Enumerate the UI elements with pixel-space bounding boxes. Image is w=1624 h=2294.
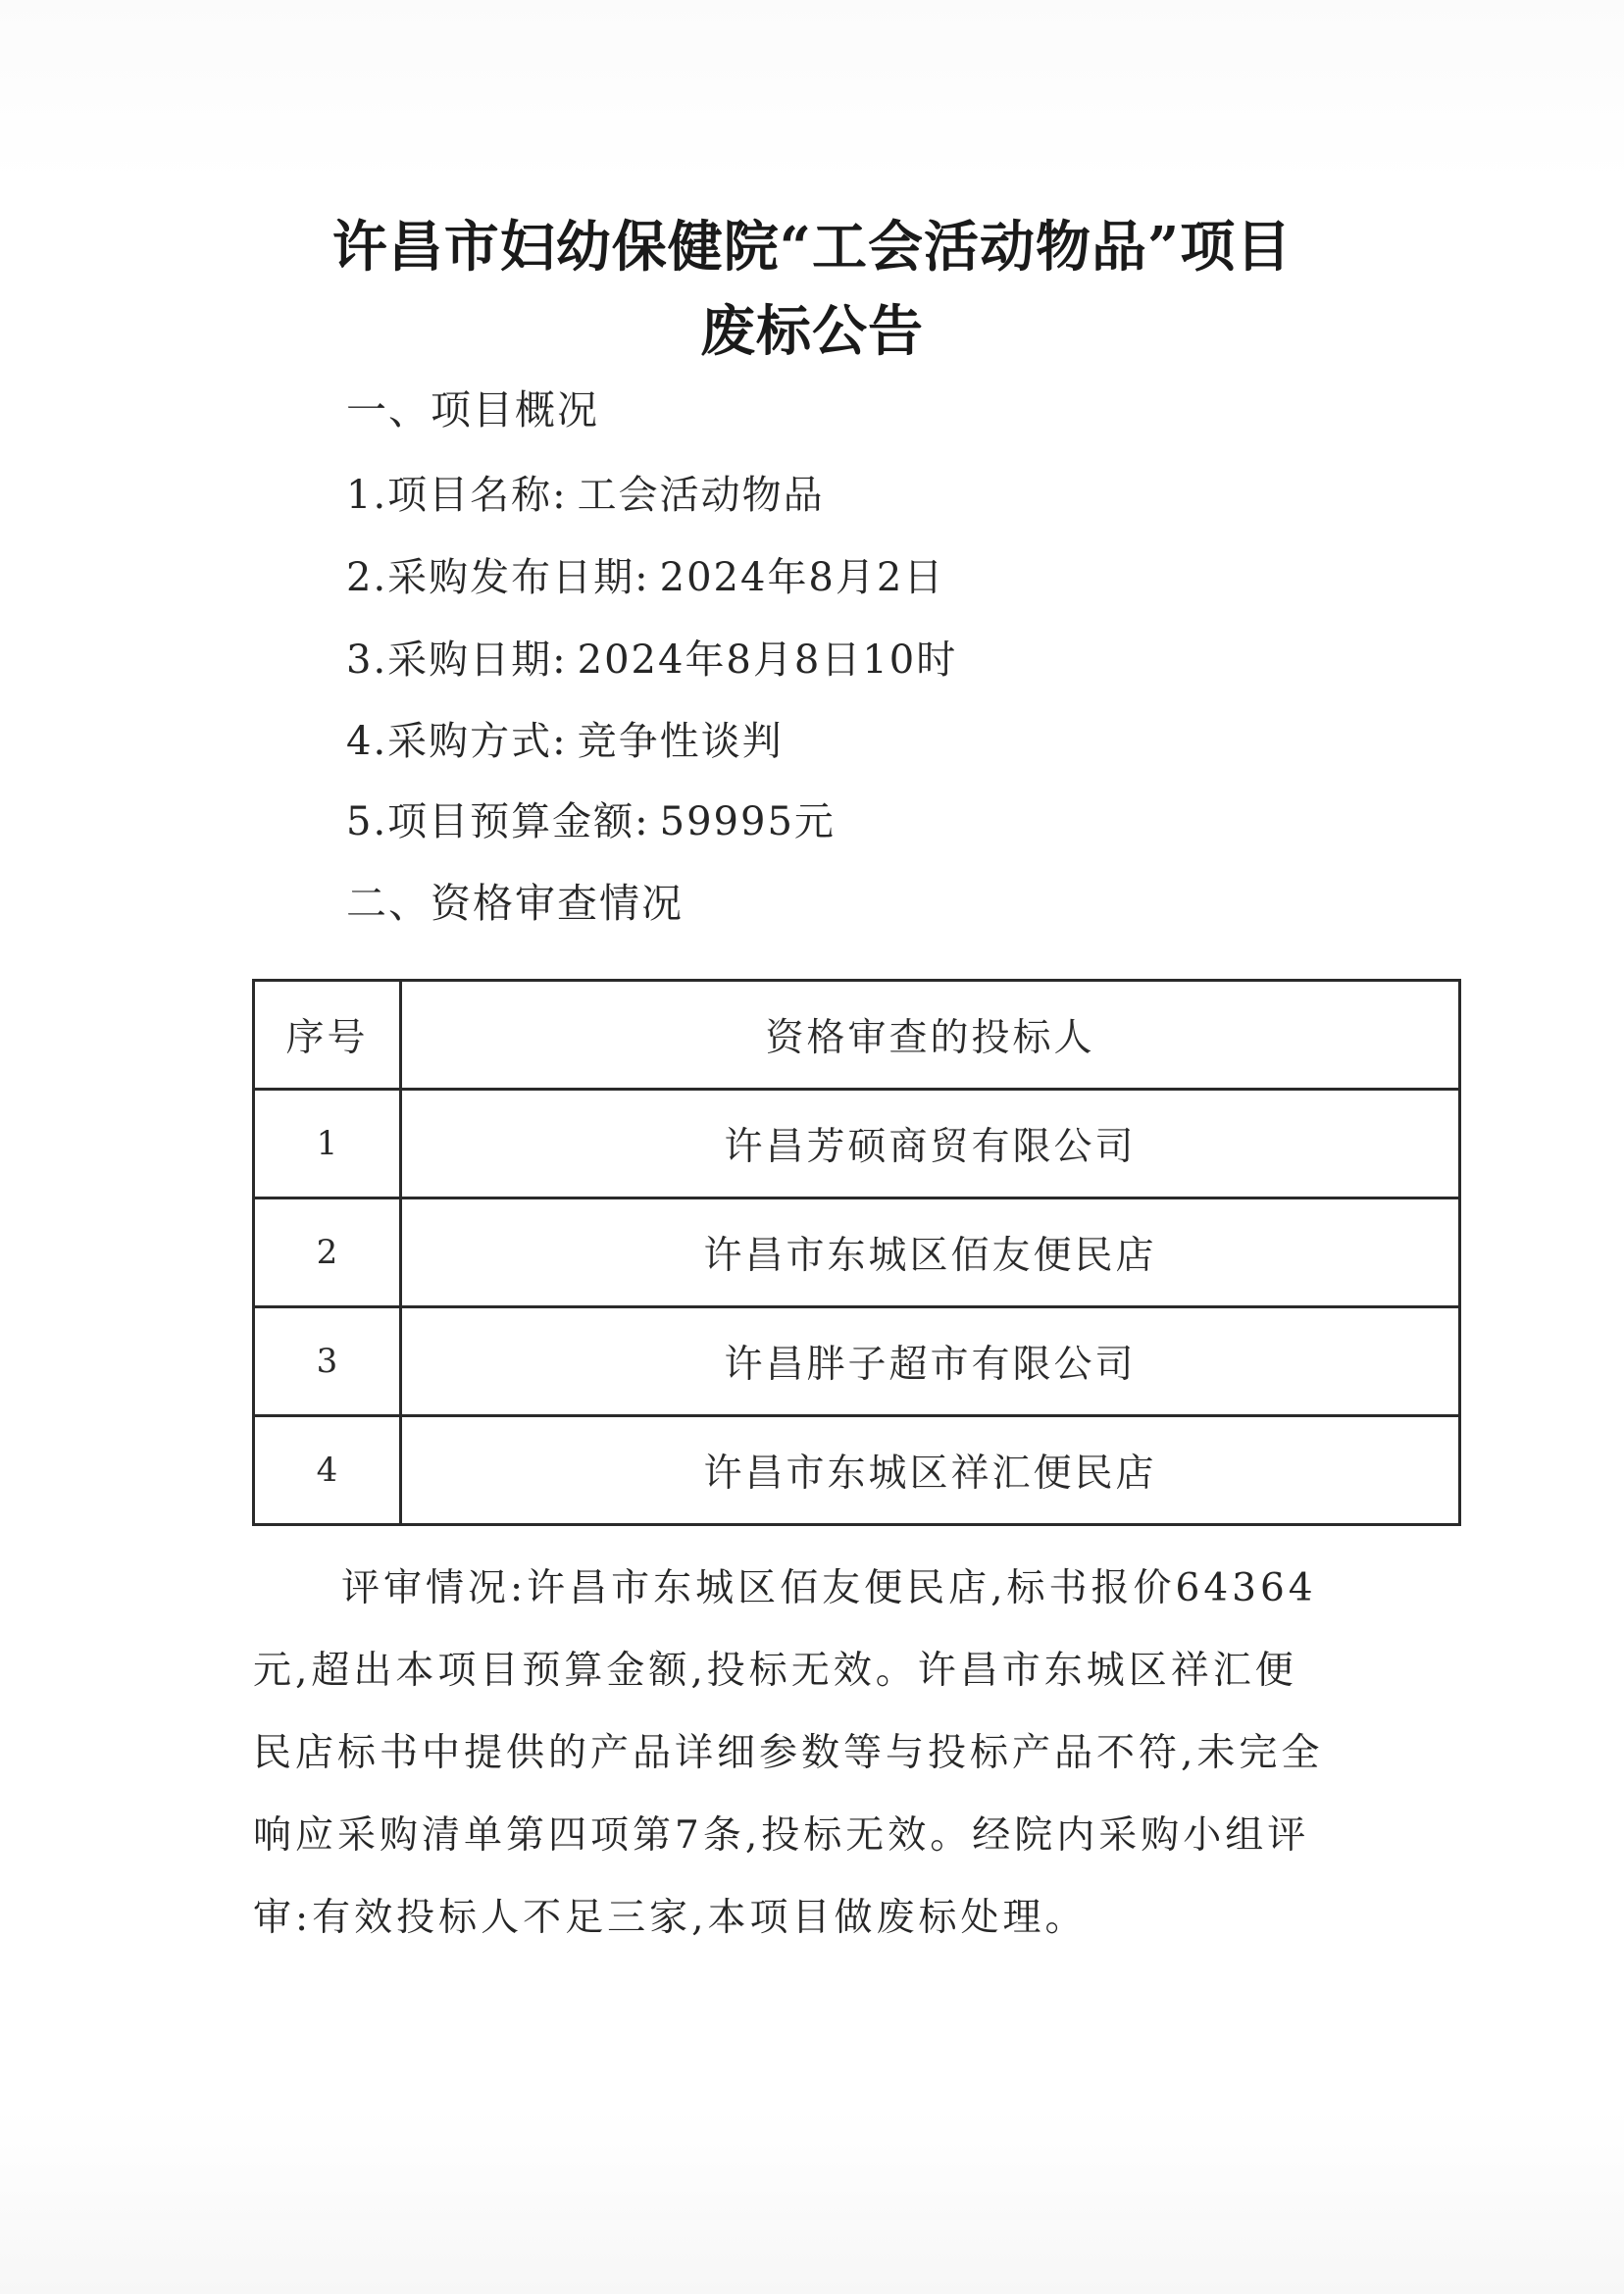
table-row: [254, 1198, 1460, 1307]
item-value: 竞争性谈判: [577, 719, 784, 764]
item-purchase-date: [346, 629, 957, 685]
table-cell-serial: 1: [254, 1090, 401, 1198]
item-purchase-method: [346, 710, 784, 766]
bidders-table: [252, 979, 1461, 1526]
table-header-serial: 序号: [254, 981, 401, 1090]
review-line: 响应采购清单第四项第7条,投标无效。经院内采购小组评: [253, 1813, 1310, 1858]
review-line: 元,超出本项目预算金额,投标无效。许昌市东城区祥汇便: [253, 1649, 1297, 1693]
table-row: [254, 1090, 1460, 1198]
item-budget-amount: [346, 790, 836, 846]
table-header-row: [254, 981, 1460, 1090]
item-label: 1.项目名称:: [346, 473, 568, 518]
section-heading-project-overview: 一、项目概况: [346, 386, 599, 433]
item-label: 5.项目预算金额:: [346, 799, 650, 844]
document-title-line-1: 许昌市妇幼保健院“工会活动物品”项目: [331, 215, 1293, 280]
table-row: [254, 1416, 1460, 1525]
table-row: [254, 1307, 1460, 1416]
item-label: 4.采购方式:: [346, 719, 568, 764]
item-value: 工会活动物品: [577, 473, 825, 518]
table-cell-serial: 4: [254, 1416, 401, 1525]
review-paragraph: [253, 1548, 1391, 1960]
table-header-bidder: 资格审查的投标人: [401, 981, 1460, 1090]
review-line: 审:有效投标人不足三家,本项目做废标处理。: [253, 1896, 1088, 1940]
table-cell-bidder: 许昌市东城区佰友便民店: [401, 1198, 1460, 1307]
item-value: 59995元: [659, 799, 836, 844]
item-project-name: [346, 464, 825, 520]
review-line: 评审情况:许昌市东城区佰友便民店,标书报价64364: [341, 1566, 1317, 1610]
review-line: 民店标书中提供的产品详细参数等与投标产品不符,未完全: [253, 1731, 1324, 1775]
table-cell-bidder: 许昌市东城区祥汇便民店: [401, 1416, 1460, 1525]
item-value: 2024年8月8日10时: [577, 637, 958, 683]
item-publish-date: [346, 546, 944, 602]
table-cell-bidder: 许昌芳硕商贸有限公司: [401, 1090, 1460, 1198]
item-value: 2024年8月2日: [659, 555, 945, 600]
document-title-line-2: 废标公告: [700, 299, 924, 364]
item-label: 2.采购发布日期:: [346, 555, 650, 600]
section-heading-qualification-review: 二、资格审查情况: [346, 880, 684, 927]
item-label: 3.采购日期:: [346, 637, 568, 683]
table-cell-serial: 3: [254, 1307, 401, 1416]
table-cell-bidder: 许昌胖子超市有限公司: [401, 1307, 1460, 1416]
table-cell-serial: 2: [254, 1198, 401, 1307]
